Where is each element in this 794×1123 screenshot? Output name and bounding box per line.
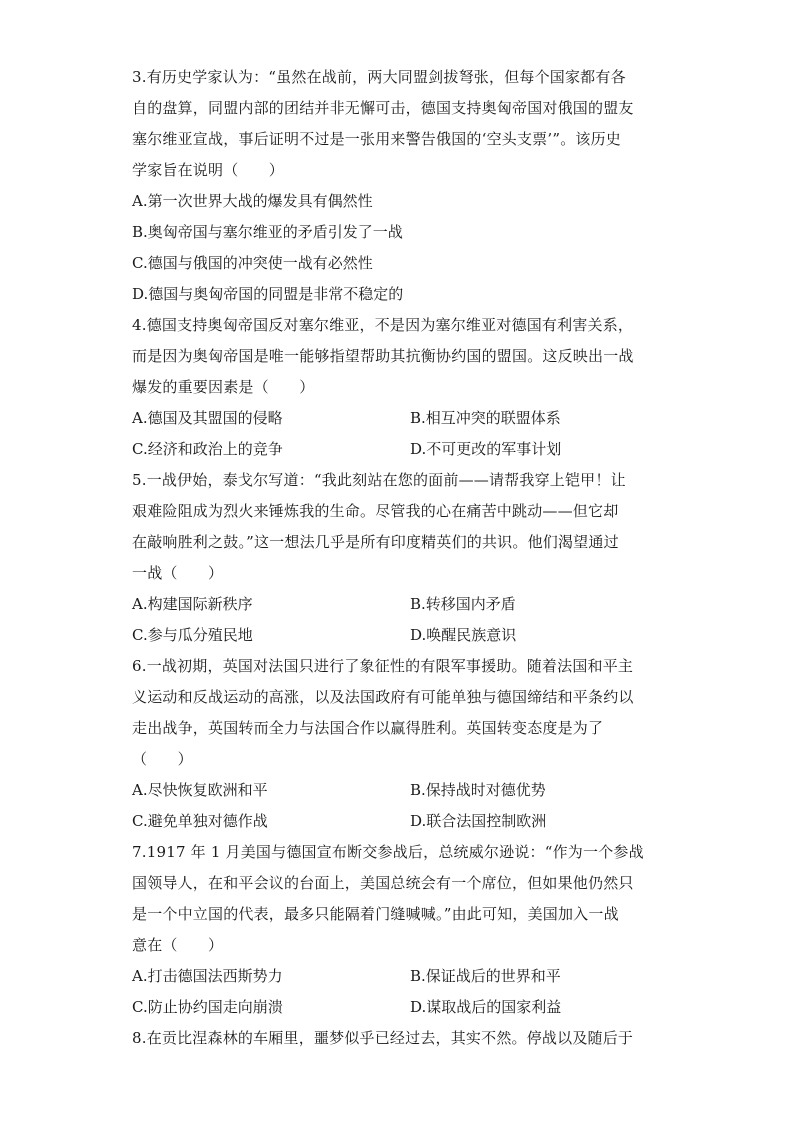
option-row — [132, 806, 662, 837]
option-c: C.防止协约国走向崩溃 — [132, 998, 283, 1016]
question-stem-line: 3.有历史学家认为：“虽然在战前，两大同盟剑拔弩张，但每个国家都有各 — [132, 68, 626, 86]
option-row — [132, 775, 662, 806]
question-stem-line: 5.一战伊始，泰戈尔写道：“我此刻站在您的面前——请帮我穿上铠甲！让 — [132, 471, 626, 489]
option-b: B.相互冲突的联盟体系 — [410, 409, 561, 427]
question-stem-line: 爆发的重要因素是（ ） — [132, 378, 315, 396]
question-stem-line: 而是因为奥匈帝国是唯一能够指望帮助其抗衡协约国的盟国。这反映出一战 — [132, 347, 634, 365]
question-stem-line: （ ） — [132, 750, 193, 768]
question-stem-line: 学家旨在说明（ ） — [132, 161, 285, 179]
question-stem-line: 自的盘算，同盟内部的团结并非无懈可击，德国支持奥匈帝国对俄国的盟友 — [132, 99, 634, 117]
option-d: D.谋取战后的国家利益 — [410, 998, 562, 1016]
question-stem-line: 艰难险阻成为烈火来锤炼我的生命。尽管我的心在痛苦中跳动——但它却 — [132, 502, 619, 520]
question-stem-line: 走出战争，英国转而全力与法国合作以赢得胜利。英国转变态度是为了 — [132, 719, 604, 737]
option-c: C.经济和政治上的竞争 — [132, 440, 283, 458]
option-a: A.构建国际新秩序 — [132, 595, 253, 613]
option-c: C.避免单独对德作战 — [132, 812, 268, 830]
option-d: D.不可更改的军事计划 — [410, 440, 562, 458]
question-stem-line: 是一个中立国的代表，最多只能隔着门缝喊喊。”由此可知，美国加入一战 — [132, 905, 619, 923]
question-stem-line: 意在（ ） — [132, 936, 224, 954]
option-row — [132, 992, 662, 1023]
question-8 — [132, 1023, 662, 1054]
question-stem-line: 国领导人，在和平会议的台面上，美国总统会有一个席位，但如果他仍然只 — [132, 874, 634, 892]
question-6 — [132, 651, 662, 837]
option-b: B.奥匈帝国与塞尔维亚的矛盾引发了一战 — [132, 223, 403, 241]
document-page — [132, 62, 662, 1054]
option-c: C.德国与俄国的冲突使一战有必然性 — [132, 254, 373, 272]
question-stem-line: 塞尔维亚宣战，事后证明不过是一张用来警告俄国的‘空头支票’”。该历史 — [132, 130, 622, 148]
question-5 — [132, 465, 662, 651]
option-row — [132, 589, 662, 620]
option-b: B.转移国内矛盾 — [410, 595, 516, 613]
option-d: D.德国与奥匈帝国的同盟是非常不稳定的 — [132, 285, 404, 303]
question-stem-line: 在敲响胜利之鼓。”这一想法几乎是所有印度精英们的共识。他们渴望通过 — [132, 533, 619, 551]
question-stem-line: 一战（ ） — [132, 564, 224, 582]
question-stem-line: 4.德国支持奥匈帝国反对塞尔维亚，不是因为塞尔维亚对德国有利害关系， — [132, 316, 634, 334]
option-d: D.联合法国控制欧洲 — [410, 812, 547, 830]
question-stem-line: 义运动和反战运动的高涨，以及法国政府有可能单独与德国缔结和平条约以 — [132, 688, 634, 706]
option-d: D.唤醒民族意识 — [410, 626, 517, 644]
option-row — [132, 434, 662, 465]
option-a: A.德国及其盟国的侵略 — [132, 409, 283, 427]
question-stem-line: 8.在贡比涅森林的车厢里，噩梦似乎已经过去，其实不然。停战以及随后于 — [132, 1029, 634, 1047]
question-3 — [132, 62, 662, 310]
question-7 — [132, 837, 662, 1023]
question-stem-line: 6.一战初期，英国对法国只进行了象征性的有限军事援助。随着法国和平主 — [132, 657, 634, 675]
question-stem-line: 7.1917 年 1 月美国与德国宣布断交参战后，总统威尔逊说：“作为一个参战 — [132, 843, 644, 861]
option-a: A.第一次世界大战的爆发具有偶然性 — [132, 192, 373, 210]
option-b: B.保持战时对德优势 — [410, 781, 546, 799]
option-row — [132, 403, 662, 434]
option-row — [132, 961, 662, 992]
option-a: A.尽快恢复欧洲和平 — [132, 781, 268, 799]
option-b: B.保证战后的世界和平 — [410, 967, 561, 985]
option-a: A.打击德国法西斯势力 — [132, 967, 283, 985]
question-4 — [132, 310, 662, 465]
option-row — [132, 620, 662, 651]
option-c: C.参与瓜分殖民地 — [132, 626, 253, 644]
